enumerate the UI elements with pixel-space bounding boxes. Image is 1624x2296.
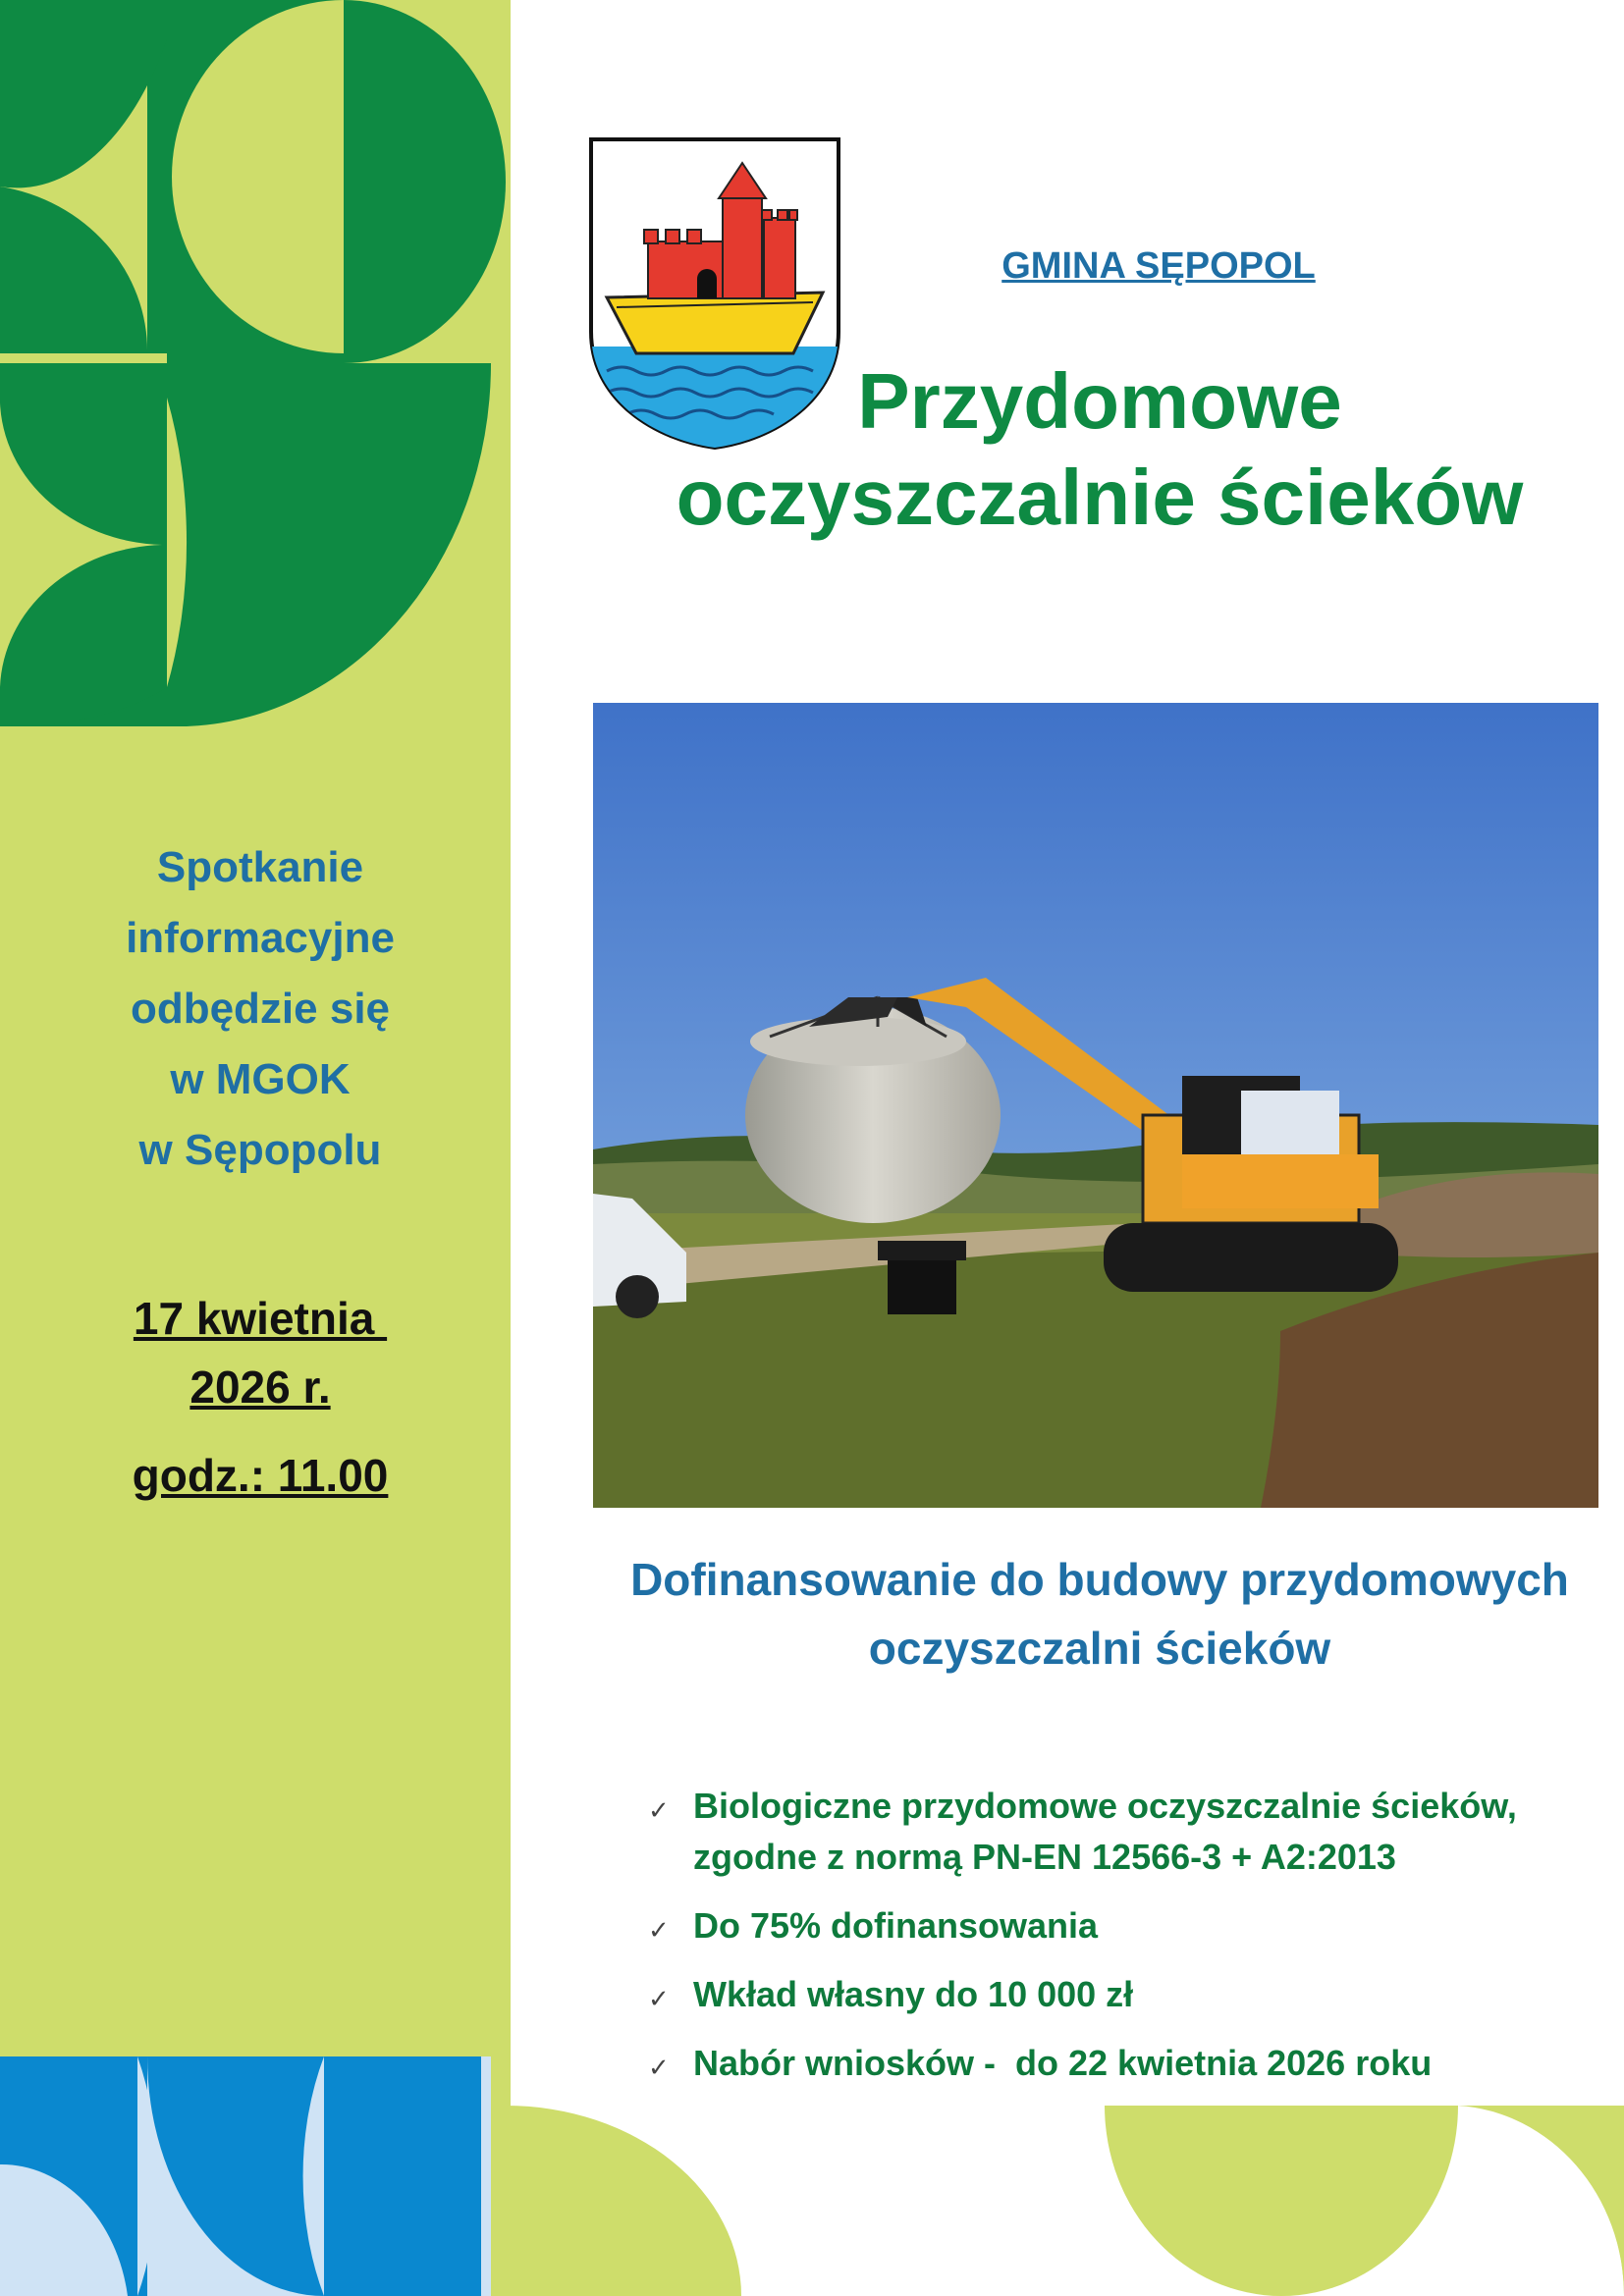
- meeting-line: odbędzie się: [130, 985, 391, 1033]
- check-icon: ✓: [648, 1915, 670, 1945]
- event-time: godz.: 11.00: [132, 1450, 389, 1501]
- meeting-line: w Sępopolu: [138, 1126, 382, 1174]
- benefit-text: zgodne z normą PN-EN 12566-3 + A2:2013: [693, 1837, 1396, 1877]
- benefit-text: Wkład własny do 10 000 zł: [693, 1974, 1134, 2014]
- check-icon: ✓: [648, 1795, 670, 1825]
- list-item: [638, 2038, 1600, 2089]
- blue-geometric-shapes: [0, 2056, 491, 2296]
- check-icon: ✓: [648, 1984, 670, 2013]
- subtitle-line-2: oczyszczalni ścieków: [868, 1623, 1331, 1674]
- title-line-2: oczyszczalnie ścieków: [676, 454, 1524, 541]
- list-item: [638, 1900, 1600, 1951]
- green-geometric-shapes: [0, 0, 511, 726]
- subtitle-line-1: Dofinansowanie do budowy przydomowych: [630, 1554, 1569, 1605]
- meeting-line: Spotkanie: [156, 843, 364, 891]
- check-icon: ✓: [648, 2053, 670, 2082]
- list-item: [638, 1969, 1600, 2020]
- benefit-text: Nabór wniosków - do 22 kwietnia 2026 roku: [693, 2043, 1433, 2083]
- excavator-photo: [593, 703, 1598, 1508]
- funding-subtitle: [589, 1545, 1610, 1682]
- benefit-text: Biologiczne przydomowe oczyszczalnie ścieków,: [693, 1786, 1517, 1826]
- event-date-year: 2026 r.: [189, 1362, 331, 1413]
- lime-half-shapes-right: [1105, 2106, 1624, 2296]
- list-item: [638, 1781, 1600, 1883]
- benefit-text: Do 75% dofinansowania: [693, 1905, 1099, 1946]
- lime-quarter-shape-left: [506, 2106, 761, 2296]
- municipality-name: GMINA SĘPOPOL: [1001, 245, 1316, 287]
- meeting-line: w MGOK: [170, 1055, 351, 1103]
- meeting-info: [59, 832, 461, 1186]
- page-title: [628, 353, 1571, 546]
- meeting-line: informacyjne: [126, 914, 395, 962]
- benefits-list: [638, 1781, 1600, 2107]
- title-line-1: Przydomowe: [857, 357, 1342, 445]
- event-date-day: 17 kwietnia: [133, 1293, 388, 1344]
